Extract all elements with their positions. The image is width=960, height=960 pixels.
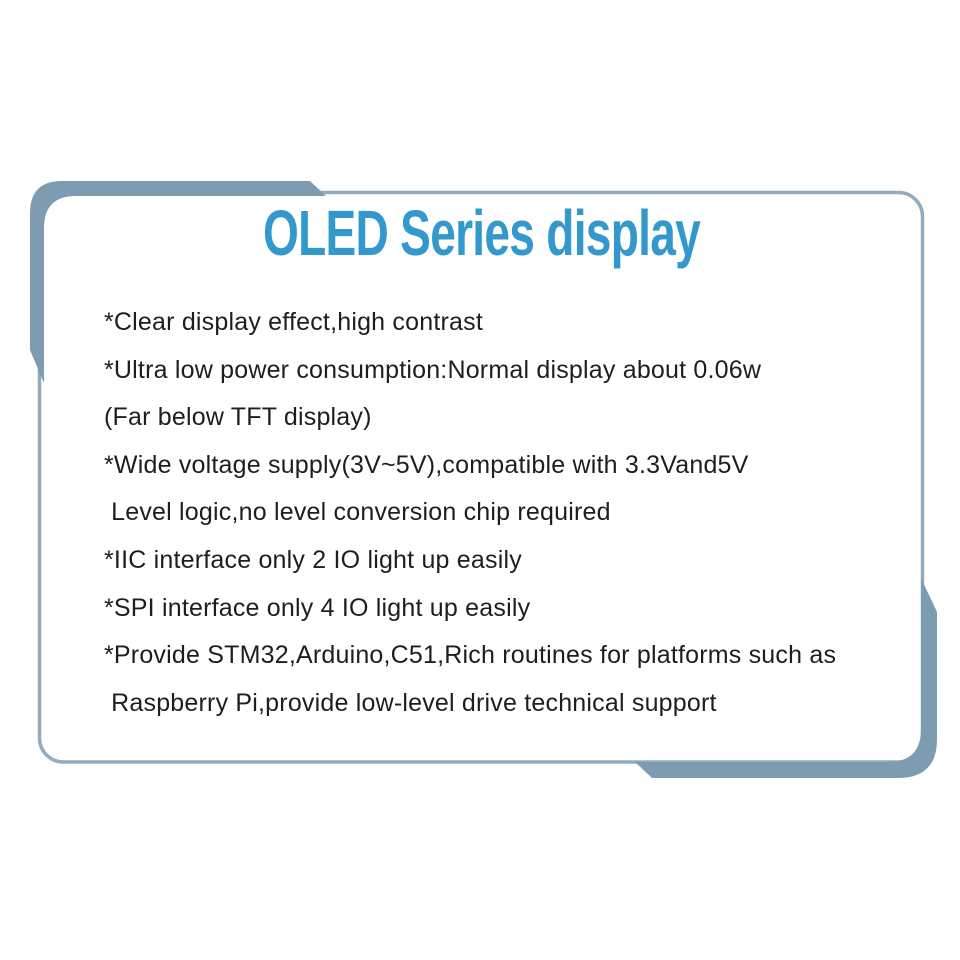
feature-line: *Clear display effect,high contrast xyxy=(104,308,483,336)
feature-line: *IIC interface only 2 IO light up easily xyxy=(104,545,522,574)
feature-line: Level logic,no level conversion chip required xyxy=(104,498,611,527)
feature-list xyxy=(104,299,904,727)
feature-line: (Far below TFT display) xyxy=(104,403,372,432)
feature-line: *Provide STM32,Arduino,C51,Rich routines for platforms such as xyxy=(104,641,837,670)
feature-line: *Wide voltage supply(3V~5V),compatible with 3.3Vand5V xyxy=(104,450,749,479)
feature-line: *Ultra low power consumption:Normal display about 0.06w xyxy=(104,355,762,384)
feature-line: Raspberry Pi,provide low-level drive technical support xyxy=(104,688,717,717)
page-title: OLED Series display xyxy=(262,197,701,269)
feature-line: *SPI interface only 4 IO light up easily xyxy=(104,593,531,622)
